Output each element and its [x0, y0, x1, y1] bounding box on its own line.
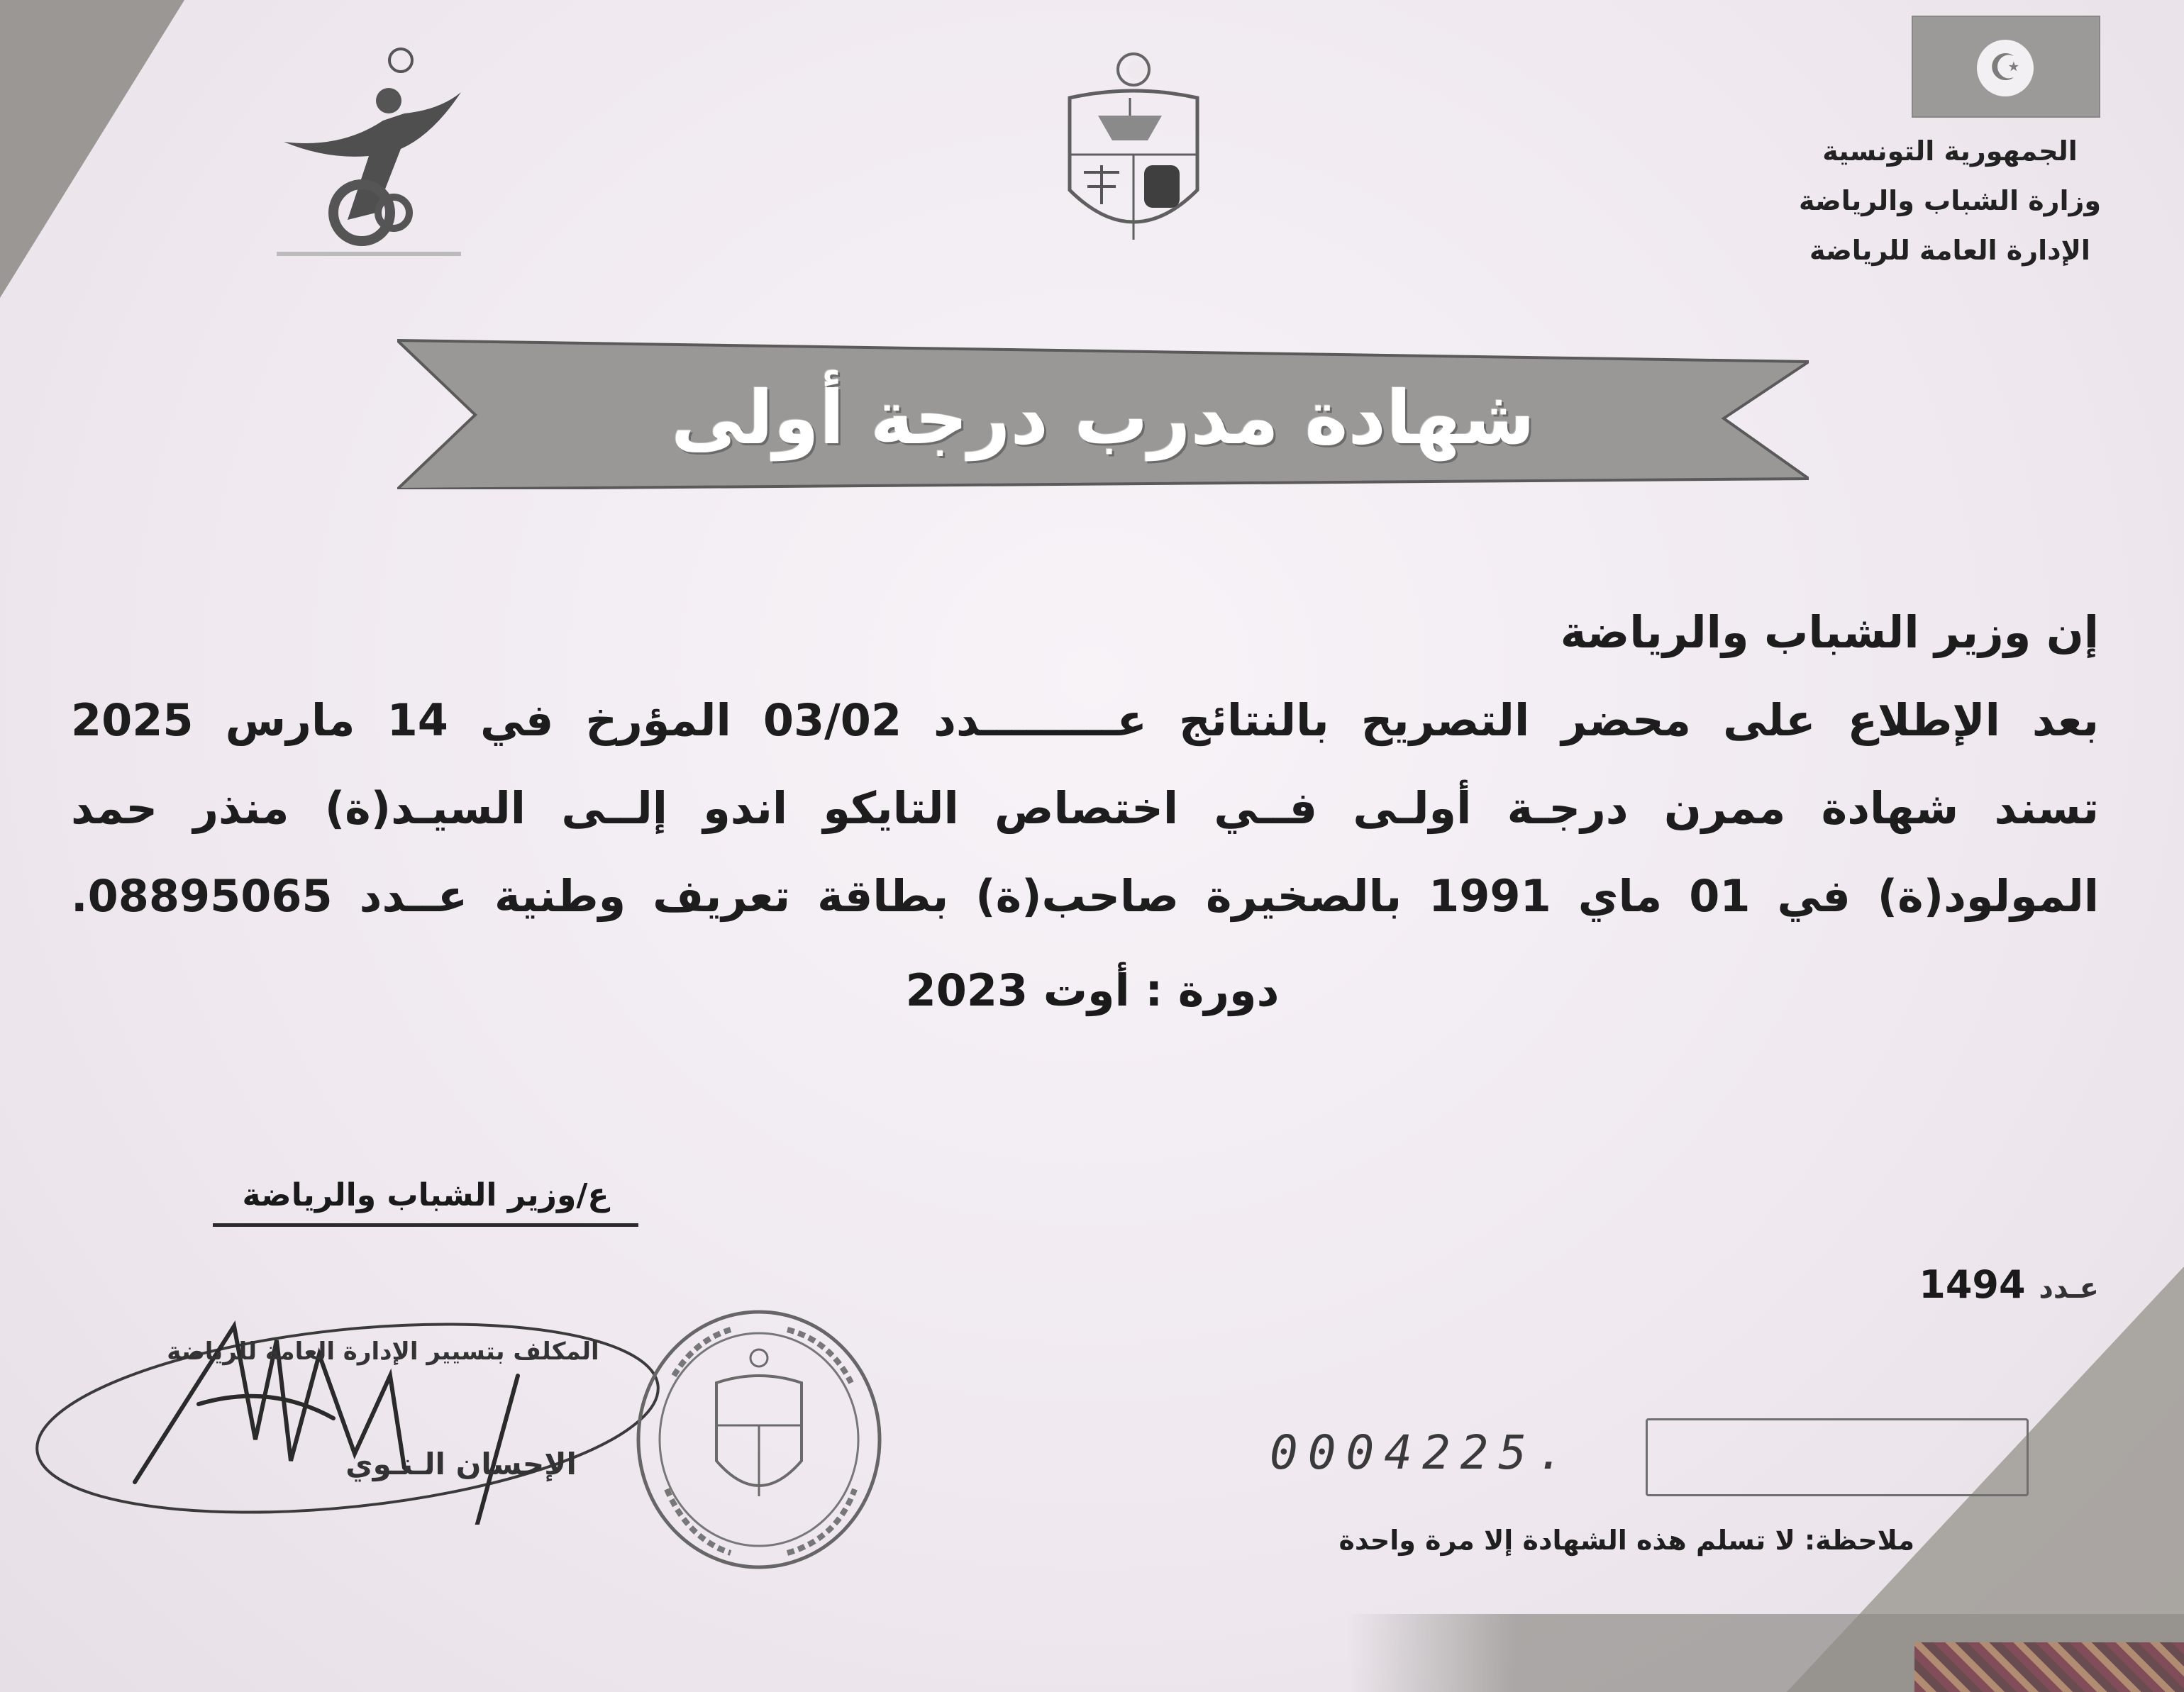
certificate-number	[1919, 1262, 2099, 1307]
coat-of-arms-icon	[1055, 48, 1212, 261]
header-line-republic: الجمهورية التونسية	[1822, 135, 2078, 167]
minister-signature-label: ع/وزير الشباب والرياضة	[213, 1177, 638, 1227]
header-line-directorate: الإدارة العامة للرياضة	[1809, 235, 2090, 266]
background-fabric	[1914, 1642, 2184, 1692]
certificate-title: شهادة مدرب درجة أولى	[670, 374, 1536, 461]
certificate-note: ملاحظة: لا تسلم هذه الشهادة إلا مرة واحدة	[1338, 1525, 1914, 1556]
header-line-ministry: وزارة الشباب والرياضة	[1798, 185, 2102, 216]
signatory-block	[21, 1298, 660, 1525]
handwritten-signature	[21, 1298, 660, 1525]
certificate-body	[71, 589, 2099, 940]
ministry-header	[1766, 126, 2134, 275]
body-line-3: تسند شهادة ممرن درجـة أولـى فــي اختصاص التايكو اندو إلــى السيـد(ة) منذر حمد	[71, 782, 2099, 834]
crescent-star-icon: ☪	[1977, 40, 2034, 96]
body-line-1: إن وزير الشباب والرياضة	[1560, 606, 2099, 658]
body-line-4: المولود(ة) في 01 ماي 1991 بالصخيرة صاحب(ة) بطاقة تعريف وطنية عــدد 08895065.	[71, 870, 2100, 922]
signatory-name: الإحسان الـنـوي	[345, 1447, 577, 1481]
body-line-2: بعد الإطلاع على محضر التصريح بالنتائج عـــــــــدد 03/02 المؤرخ في 14 مارس 2025	[71, 694, 2099, 746]
serial-number: 0004225.	[1270, 1425, 1575, 1480]
session-date: دورة : أوت 2023	[905, 964, 1280, 1016]
sport-logo-icon	[277, 43, 468, 269]
official-seal-stamp	[624, 1298, 894, 1581]
certificate-number-value: 1494	[1919, 1262, 2026, 1307]
registration-stamp	[1646, 1418, 2029, 1496]
title-banner	[397, 333, 1809, 489]
scanner-shadow-top-left	[0, 0, 184, 298]
tunisia-flag	[1912, 16, 2100, 118]
certificate-number-label: عـدد	[2039, 1272, 2099, 1305]
signatory-title: المكلف بتسيير الإدارة العامة للرياضة	[167, 1337, 599, 1366]
